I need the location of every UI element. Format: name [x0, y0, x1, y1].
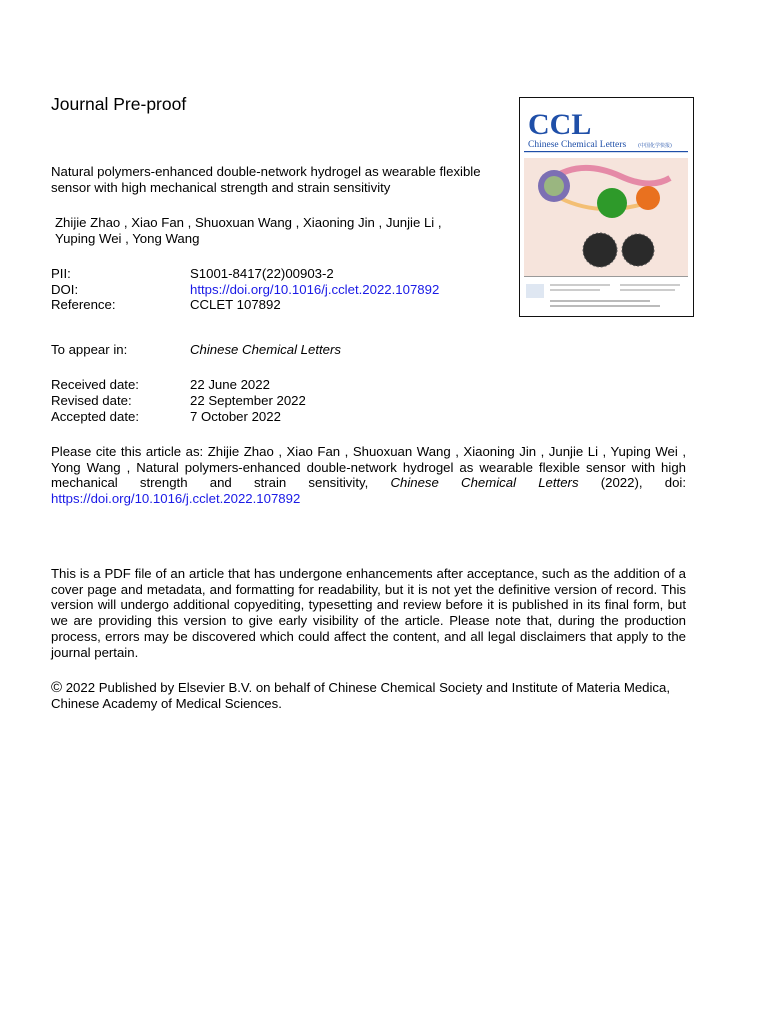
cover-journal-name: Chinese Chemical Letters — [528, 140, 627, 150]
copyright-icon: © — [51, 679, 63, 696]
appear-in-label: To appear in: — [51, 342, 128, 357]
journal-cover-image — [519, 97, 694, 317]
citation-year: (2022), doi: — [578, 475, 686, 491]
author-line-2: Yuping Wei , Yong Wang — [55, 231, 200, 246]
cover-sphere-green — [597, 188, 627, 218]
copyright-text: 2022 Published by Elsevier B.V. on behalf of Chinese Chemical Society and Institute of Materia Medica, Chinese Academy of Medical Sciences. — [51, 680, 671, 711]
cover-footer-logo — [526, 284, 544, 298]
pii-value: S1001-8417(22)00903-2 — [190, 266, 334, 281]
doi-label: DOI: — [51, 282, 79, 297]
pii-label: PII: — [51, 266, 71, 281]
cover-sphere-orange — [636, 186, 660, 210]
notice-paragraph: This is a PDF file of an article that has undergone enhancements after acceptance, such as the addition of a cover page and metadata, and formatting for readability, but it is not yet the definitive version of record. This version will undergo additional copyediting, typesetting and review before it is published in its final form, but we are providing this version to give early visibility of the article. Please note that, during the production process, errors may be discovered which could affect the content, and all legal disclaimers that apply to the journal pertain. — [51, 566, 686, 660]
revised-date: 22 September 2022 — [190, 393, 306, 408]
citation-doi-link[interactable]: https://doi.org/10.1016/j.cclet.2022.107892 — [51, 491, 301, 507]
journal-name: Chinese Chemical Letters — [190, 342, 341, 357]
author-list — [51, 215, 501, 247]
received-date: 22 June 2022 — [190, 377, 270, 392]
citation-journal: Chinese Chemical Letters — [390, 475, 579, 491]
accepted-date: 7 October 2022 — [190, 409, 281, 424]
cover-logo: CCL — [528, 108, 592, 141]
author-line-1: Zhijie Zhao , Xiao Fan , Shuoxuan Wang , Xiaoning Jin , Junjie Li , — [55, 215, 442, 230]
citation-text: Please cite this article as: Zhijie Zhao , Xiao Fan , Shuoxuan Wang , Xiaoning Jin , Junjie Li , Yuping Wei , Yong Wang , Natural polymers-enhanced double-network hydrogel as wearable flexible sensor with high mechanical strength and strain sensitivity, — [51, 444, 686, 491]
cover-journal-name-cn: (中国化学快报) — [638, 143, 672, 149]
accepted-label: Accepted date: — [51, 409, 139, 424]
cover-illustration — [520, 98, 692, 315]
reference-label: Reference: — [51, 297, 116, 312]
journal-heading: Journal Pre-proof — [51, 94, 187, 114]
revised-label: Revised date: — [51, 393, 132, 408]
article-title: Natural polymers-enhanced double-network hydrogel as wearable flexible sensor with high mechanical strength and strain sensitivity — [51, 164, 481, 195]
reference-value: CCLET 107892 — [190, 297, 281, 312]
received-label: Received date: — [51, 377, 139, 392]
copyright-notice — [51, 680, 691, 711]
citation-paragraph — [51, 444, 686, 507]
doi-link[interactable]: https://doi.org/10.1016/j.cclet.2022.107892 — [190, 282, 440, 297]
